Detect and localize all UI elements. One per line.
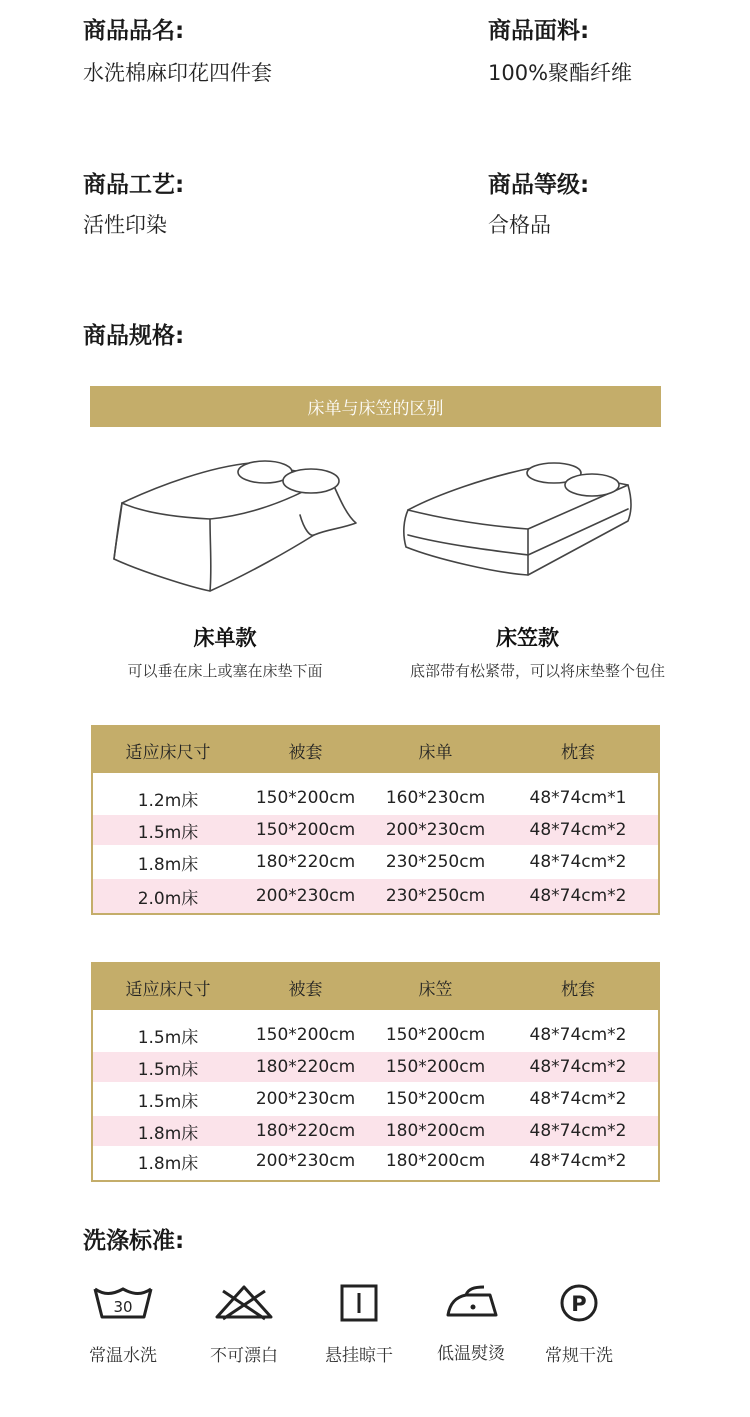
hang-dry-icon	[328, 1283, 390, 1323]
table-cell: 150*200cm	[255, 1025, 356, 1045]
table-row	[93, 1146, 658, 1176]
grade-label: 商品等级:	[488, 172, 590, 198]
wash-title: 洗涤标准:	[83, 1228, 185, 1254]
table-row	[93, 1082, 658, 1116]
wash-30-icon	[92, 1283, 154, 1323]
wash-item-hang-dry	[304, 1283, 414, 1366]
table-row	[93, 781, 658, 815]
table-cell: 200*230cm	[385, 820, 486, 840]
craft-label: 商品工艺:	[83, 172, 185, 198]
table-cell: 200*230cm	[255, 886, 356, 906]
table-cell: 1.2m床	[137, 790, 199, 811]
name-value: 水洗棉麻印花四件套	[83, 61, 272, 85]
table-cell: 1.5m床	[137, 1059, 199, 1080]
dry-clean-letter: P	[571, 1292, 587, 1316]
table-header	[93, 964, 658, 1010]
fabric-value: 100%聚酯纤维	[488, 61, 633, 85]
table-cell: 48*74cm*2	[529, 852, 627, 872]
wash-temp-text: 30	[113, 1298, 133, 1316]
wash-item-low-iron	[416, 1283, 526, 1364]
diff-banner: 床单与床笠的区别	[90, 386, 661, 427]
fitted-sheet-desc: 底部带有松紧带，可以将床垫整个包住	[409, 662, 665, 680]
table-cell: 48*74cm*2	[529, 1089, 627, 1109]
flat-sheet-illustration	[100, 445, 370, 595]
table-cell: 2.0m床	[137, 888, 199, 909]
table-cell: 150*200cm	[385, 1089, 486, 1109]
wash-label: 常规干洗	[545, 1346, 613, 1366]
table-row	[93, 879, 658, 913]
table-row	[93, 815, 658, 845]
wash-label: 常温水洗	[89, 1346, 157, 1366]
flat-sheet-desc: 可以垂在床上或塞在床垫下面	[127, 662, 323, 680]
wash-label: 悬挂晾干	[325, 1346, 393, 1366]
header-sheet: 床单	[418, 742, 453, 763]
table-cell: 230*250cm	[385, 852, 486, 872]
no-bleach-icon	[213, 1283, 275, 1323]
name-label: 商品品名:	[83, 18, 185, 44]
table-cell: 150*200cm	[255, 820, 356, 840]
table-cell: 200*230cm	[255, 1089, 356, 1109]
table-row	[93, 1116, 658, 1146]
table-row	[93, 1018, 658, 1052]
header-bed-size: 适应床尺寸	[125, 742, 211, 763]
table-cell: 180*220cm	[255, 1121, 356, 1141]
table-cell: 1.5m床	[137, 822, 199, 843]
table-header	[93, 727, 658, 773]
table-cell: 160*230cm	[385, 788, 486, 808]
header-pillowcase: 枕套	[561, 979, 595, 1000]
table-cell: 1.5m床	[137, 1091, 199, 1112]
table-cell: 1.8m床	[137, 1153, 199, 1174]
wash-item-normal-wash	[68, 1283, 178, 1366]
fitted-sheet-illustration	[396, 455, 651, 595]
header-duvet: 被套	[288, 742, 323, 763]
table-cell: 48*74cm*2	[529, 820, 627, 840]
fabric-label: 商品面料:	[488, 18, 590, 44]
table-cell: 1.5m床	[137, 1027, 199, 1048]
fitted-sheet-title: 床笠款	[496, 626, 559, 650]
table-cell: 180*200cm	[385, 1121, 486, 1141]
table-cell: 150*200cm	[385, 1057, 486, 1077]
table-cell: 48*74cm*2	[529, 886, 627, 906]
table-cell: 1.8m床	[137, 1123, 199, 1144]
table-cell: 48*74cm*2	[529, 1057, 627, 1077]
table-cell: 180*220cm	[255, 852, 356, 872]
table-cell: 1.8m床	[137, 854, 199, 875]
wash-label: 不可漂白	[210, 1346, 278, 1366]
table-cell: 230*250cm	[385, 886, 486, 906]
wash-item-no-bleach	[189, 1283, 299, 1366]
spec-label: 商品规格:	[83, 323, 185, 349]
wash-label: 低温熨烫	[437, 1344, 505, 1364]
header-fitted-sheet: 床笠	[418, 979, 453, 1000]
header-duvet: 被套	[288, 979, 323, 1000]
table-cell: 180*220cm	[255, 1057, 356, 1077]
table-row	[93, 845, 658, 879]
table-cell: 180*200cm	[385, 1151, 486, 1171]
table-cell: 150*200cm	[255, 788, 356, 808]
table-cell: 150*200cm	[385, 1025, 486, 1045]
wash-item-dry-clean	[524, 1283, 634, 1366]
header-pillowcase: 枕套	[561, 742, 595, 763]
table-cell: 200*230cm	[255, 1151, 356, 1171]
table-cell: 48*74cm*2	[529, 1151, 627, 1171]
table-row	[93, 1052, 658, 1082]
table-cell: 48*74cm*2	[529, 1025, 627, 1045]
dry-clean-p-icon	[548, 1283, 610, 1323]
grade-value: 合格品	[488, 213, 551, 237]
flat-sheet-title: 床单款	[193, 626, 257, 650]
low-iron-icon	[440, 1283, 502, 1323]
fitted-sheet-size-table	[91, 962, 660, 1182]
table-cell: 48*74cm*1	[529, 788, 627, 808]
craft-value: 活性印染	[83, 213, 167, 237]
header-bed-size: 适应床尺寸	[125, 979, 211, 1000]
flat-sheet-size-table	[91, 725, 660, 915]
table-cell: 48*74cm*2	[529, 1121, 627, 1141]
